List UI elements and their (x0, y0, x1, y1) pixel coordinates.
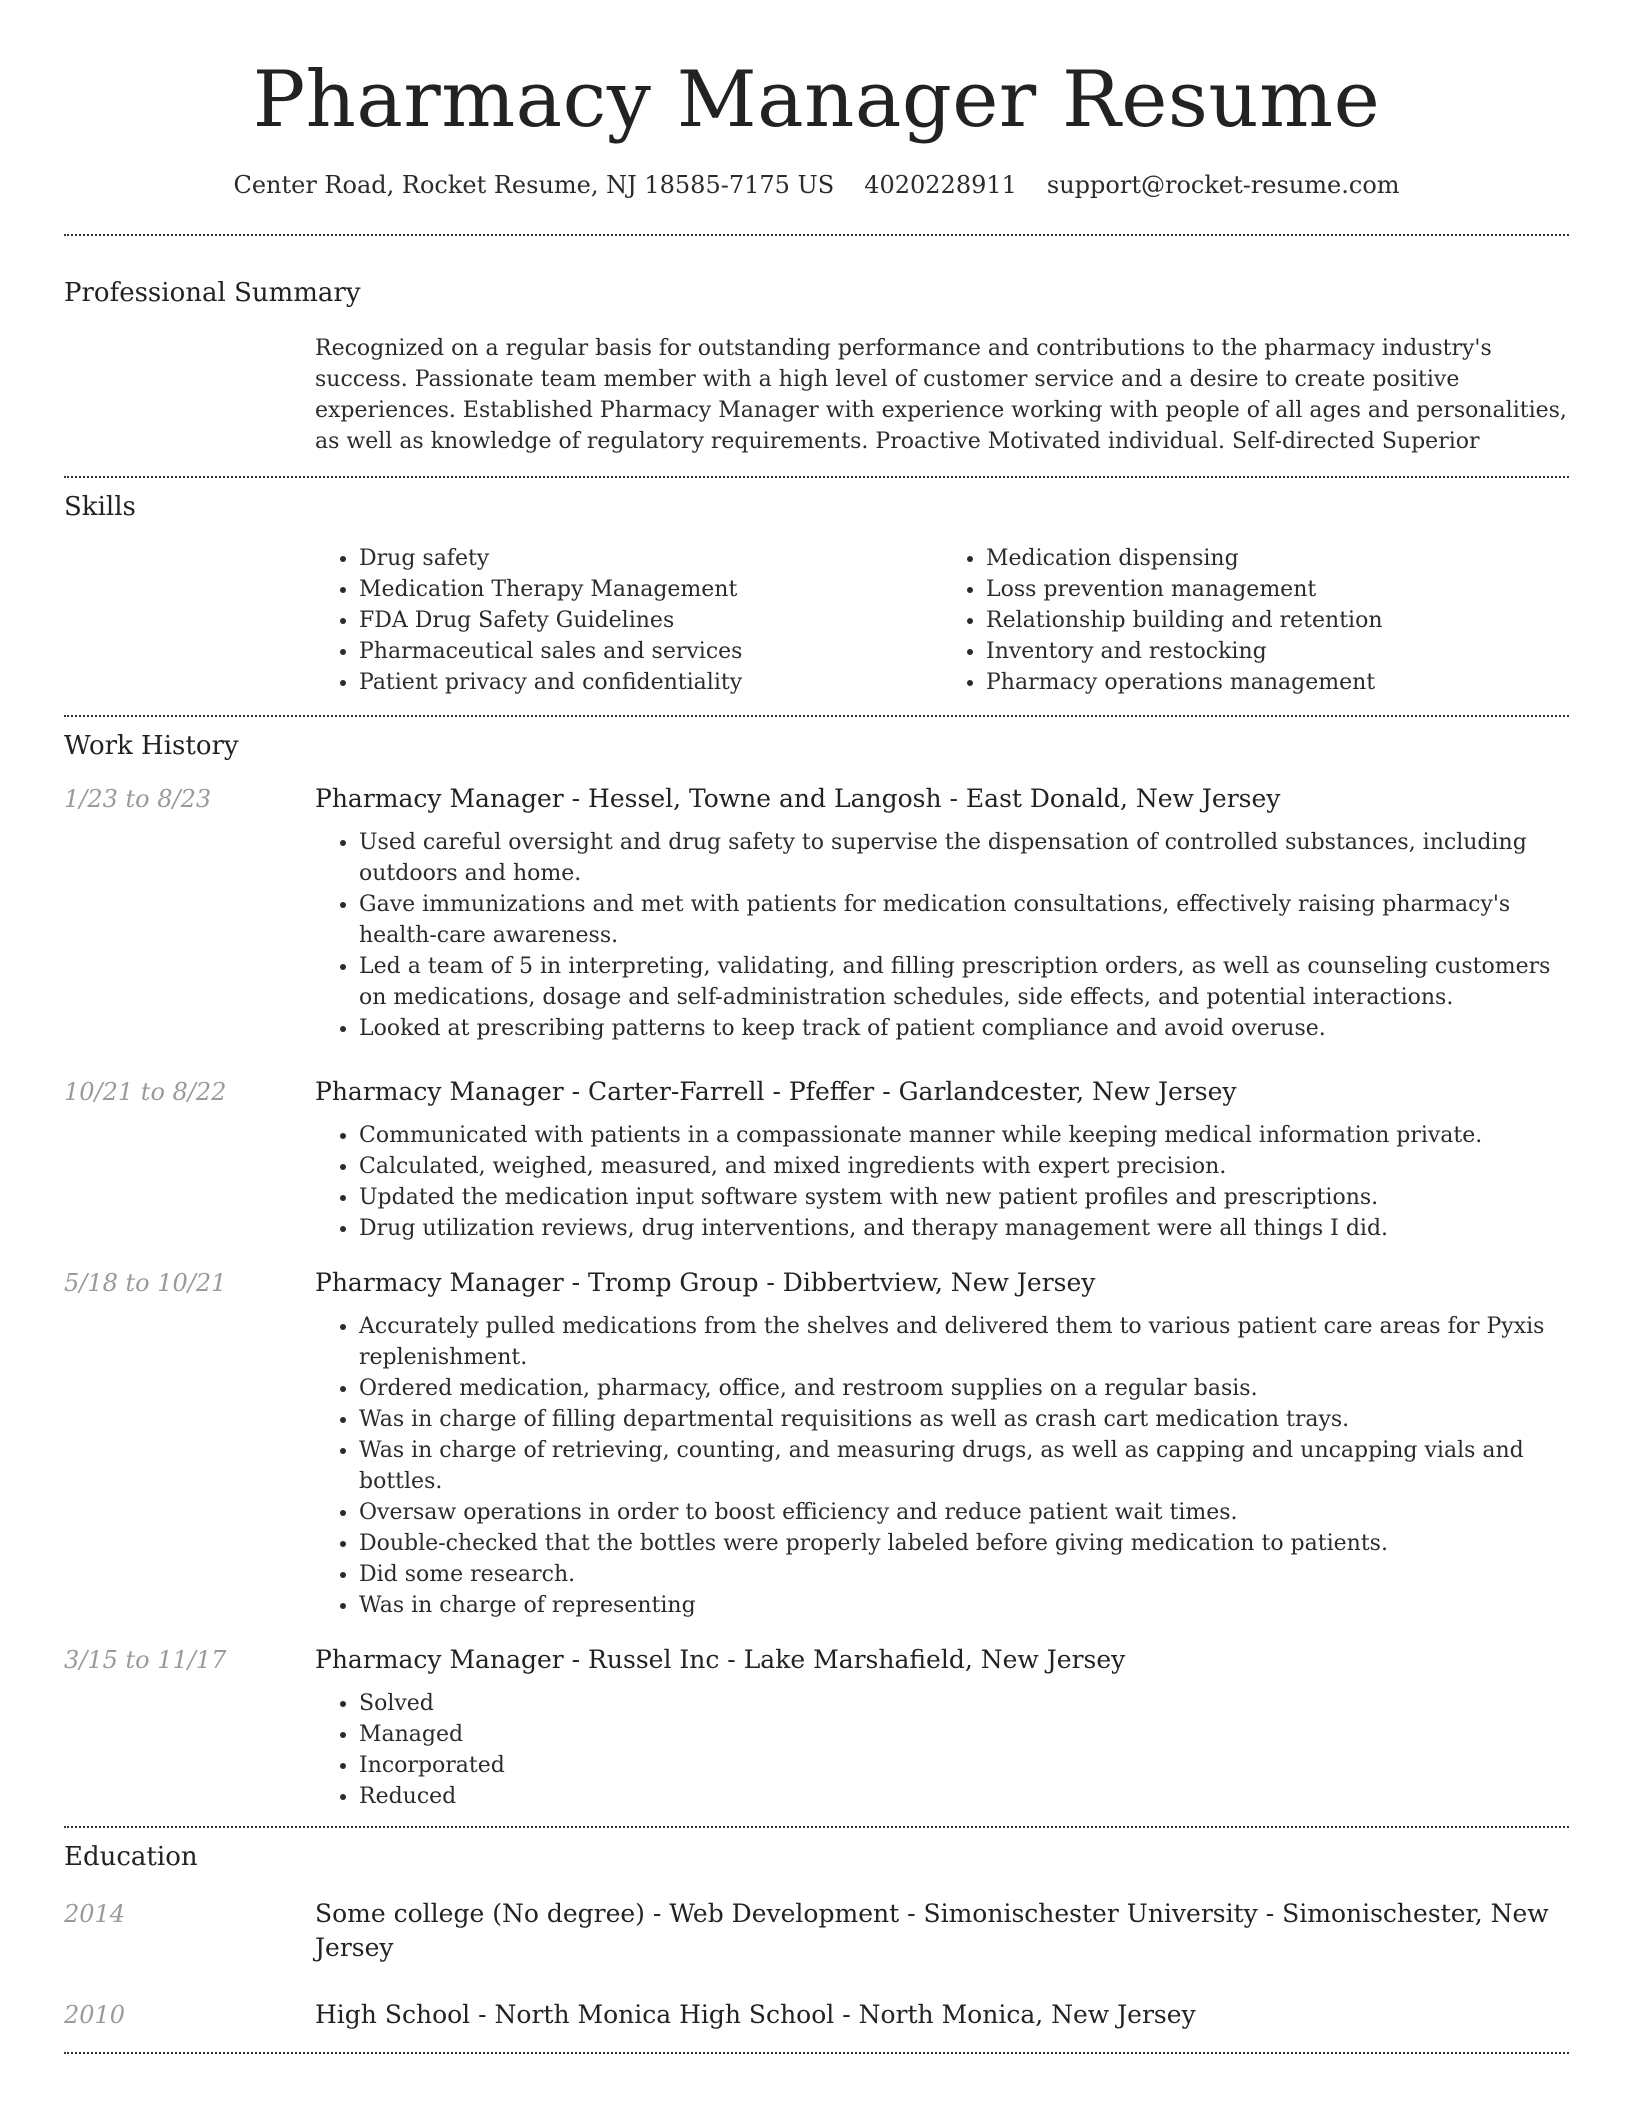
skill-item: • Drug safety (359, 543, 942, 574)
job-header (64, 1075, 1569, 1109)
job-bullet: • Calculated, weighed, measured, and mixed ingredients with expert precision. (359, 1151, 1569, 1182)
skill-item: • Pharmaceutical sales and services (359, 636, 942, 667)
job-bullet: • Gave immunizations and met with patients for medication consultations, effectively raising pharmacy's health-care awareness. (359, 889, 1569, 951)
skills-column-right (942, 543, 1569, 698)
job-header (64, 1266, 1569, 1300)
job-entry (64, 1643, 1569, 1812)
skill-item: • Patient privacy and confidentiality (359, 667, 942, 698)
section-divider (64, 234, 1569, 236)
job-dates: 10/21 to 8/22 (64, 1078, 227, 1106)
job-entry (64, 782, 1569, 1044)
skill-item: • Pharmacy operations management (986, 667, 1569, 698)
job-entry (64, 1266, 1569, 1621)
phone-text: 4020228911 (864, 171, 1017, 199)
skill-item: • Medication dispensing (986, 543, 1569, 574)
job-bullet: • Was in charge of filling departmental requisitions as well as crash cart medication trays. (359, 1404, 1569, 1435)
job-bullet: • Communicated with patients in a compassionate manner while keeping medical information private. (359, 1120, 1569, 1151)
job-dates: 1/23 to 8/23 (64, 785, 212, 813)
job-bullet: • Double-checked that the bottles were properly labeled before giving medication to patients. (359, 1528, 1569, 1559)
job-bullets (315, 1120, 1569, 1244)
skill-item: • Medication Therapy Management (359, 574, 942, 605)
job-bullets (315, 1311, 1569, 1621)
education-text: Some college (No degree) - Web Development - Simonischester University - Simonischester, New Jersey (315, 1899, 1549, 1962)
job-bullet: • Did some research. (359, 1559, 1569, 1590)
job-entry (64, 1075, 1569, 1244)
job-dates: 5/18 to 10/21 (64, 1269, 227, 1297)
job-bullet: • Drug utilization reviews, drug interventions, and therapy management were all things I did. (359, 1213, 1569, 1244)
job-bullet: • Ordered medication, pharmacy, office, and restroom supplies on a regular basis. (359, 1373, 1569, 1404)
skill-item: • Relationship building and retention (986, 605, 1569, 636)
resume-page (64, 0, 1569, 2054)
job-title: Pharmacy Manager - Russel Inc - Lake Marshafield, New Jersey (315, 1645, 1126, 1674)
job-bullet: • Reduced (359, 1781, 1569, 1812)
job-title: Pharmacy Manager - Carter-Farrell - Pfeffer - Garlandcester, New Jersey (315, 1077, 1237, 1106)
skill-item: • Loss prevention management (986, 574, 1569, 605)
education-entry (64, 1998, 1569, 2032)
education-text: High School - North Monica High School - North Monica, New Jersey (315, 2000, 1196, 2029)
skills-column-left (315, 543, 942, 698)
job-bullets (315, 1688, 1569, 1812)
section-divider (64, 1826, 1569, 1828)
address-text: Center Road, Rocket Resume, NJ 18585-7175 US (233, 171, 835, 199)
job-bullets (315, 827, 1569, 1044)
summary-heading: Professional Summary (64, 278, 361, 308)
job-header (64, 782, 1569, 816)
job-bullet: • Looked at prescribing patterns to keep track of patient compliance and avoid overuse. (359, 1013, 1569, 1044)
skill-item: • FDA Drug Safety Guidelines (359, 605, 942, 636)
job-bullet: • Used careful oversight and drug safety to supervise the dispensation of controlled substances, including outdoors and home. (359, 827, 1569, 889)
email-link[interactable]: support@rocket-resume.com (1046, 171, 1400, 199)
contact-line (64, 168, 1569, 202)
section-divider (64, 476, 1569, 478)
resume-title: Pharmacy Manager Resume (252, 55, 1381, 145)
job-dates: 3/15 to 11/17 (64, 1646, 227, 1674)
job-bullet: • Oversaw operations in order to boost efficiency and reduce patient wait times. (359, 1497, 1569, 1528)
job-bullet: • Incorporated (359, 1750, 1569, 1781)
skills-list (315, 543, 1569, 698)
job-bullet: • Led a team of 5 in interpreting, validating, and filling prescription orders, as well as counseling customers on medications, dosage and self-administration schedules, side effects, and potential interactions. (359, 951, 1569, 1013)
education-year: 2014 (64, 1900, 126, 1928)
education-heading: Education (64, 1842, 198, 1872)
job-title: Pharmacy Manager - Tromp Group - Dibbertview, New Jersey (315, 1268, 1096, 1297)
section-divider (64, 2052, 1569, 2054)
work-heading: Work History (64, 731, 239, 761)
section-divider (64, 715, 1569, 717)
job-header (64, 1643, 1569, 1677)
job-bullet: • Accurately pulled medications from the shelves and delivered them to various patient care areas for Pyxis replenishment. (359, 1311, 1569, 1373)
job-title: Pharmacy Manager - Hessel, Towne and Langosh - East Donald, New Jersey (315, 784, 1281, 813)
job-bullet: • Solved (359, 1688, 1569, 1719)
summary-text: Recognized on a regular basis for outstanding performance and contributions to the pharmacy industry's success. Passionate team member with a high level of customer service and a desire to create positive experiences. Established Pharmacy Manager with experience working with people of all ages and personalities, as well as knowledge of regulatory requirements. Proactive Motivated individual. Self-directed Superior (315, 336, 1567, 454)
education-entry (64, 1897, 1569, 1965)
skills-heading: Skills (64, 492, 136, 522)
education-year: 2010 (64, 2001, 126, 2029)
job-bullet: • Was in charge of representing (359, 1590, 1569, 1621)
job-bullet: • Updated the medication input software system with new patient profiles and prescriptions. (359, 1182, 1569, 1213)
job-bullet: • Managed (359, 1719, 1569, 1750)
job-bullet: • Was in charge of retrieving, counting, and measuring drugs, as well as capping and uncapping vials and bottles. (359, 1435, 1569, 1497)
skill-item: • Inventory and restocking (986, 636, 1569, 667)
